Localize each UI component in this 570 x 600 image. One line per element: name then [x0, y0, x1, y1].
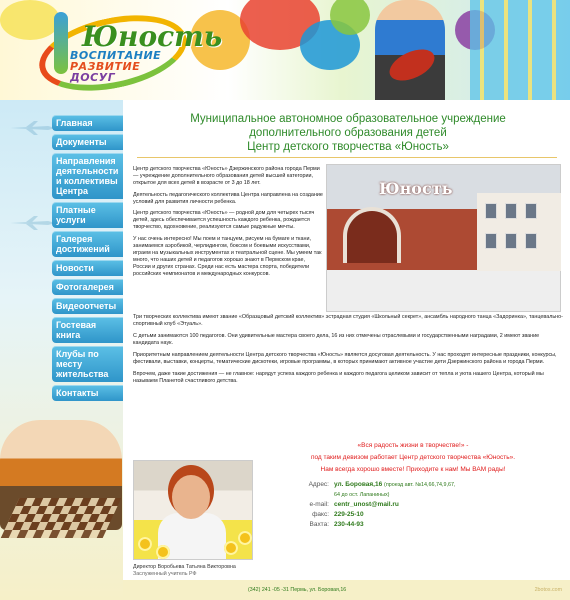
flower-icon [138, 537, 152, 551]
email-link[interactable]: centr_unost@mail.ru [334, 501, 399, 508]
menu-item-paid-services[interactable]: Платные услуги [52, 202, 123, 228]
paint-splash [330, 0, 370, 35]
body-paragraph: Впрочем, даже такие достижения — не главное: нарядут успеха каждого ребенка и каждого педагога целиком зависит от тепла и уюта нашего Центра, который мы называем Планетой счастливого детства. [133, 371, 544, 384]
director-role: Заслуженный учитель РФ [133, 571, 197, 577]
body-text [133, 314, 563, 390]
title-divider [137, 157, 557, 158]
logo-sub-leisure: ДОСУГ [70, 71, 116, 84]
flower-icon [238, 531, 252, 545]
director-name: Воробьева Татьяна Викторовна [157, 564, 236, 570]
menu-item-news[interactable]: Новости [52, 260, 123, 276]
footer-credit-link[interactable]: 2botos.com [534, 587, 562, 593]
building-sign: Юность [379, 179, 453, 198]
menu-item-documents[interactable]: Документы [52, 134, 123, 150]
contact-address-note: 64 до ост. Лапаниных) [334, 492, 390, 498]
menu-item-clubs[interactable]: Клубы по месту жительства [52, 346, 123, 382]
logo-title[interactable]: Юность [82, 20, 223, 53]
intro-text [133, 166, 323, 282]
director-head [172, 475, 210, 519]
guitar-kid-image [375, 0, 445, 100]
director-label: Директор [133, 564, 157, 570]
window [525, 203, 537, 219]
logo-figure-icon [54, 12, 68, 74]
window [485, 233, 497, 249]
menu-item-home[interactable]: Главная [52, 115, 123, 131]
menu-item-contacts[interactable]: Контакты [52, 385, 123, 401]
menu-item-guestbook[interactable]: Гостевая книга [52, 317, 123, 343]
contact-email: e-mail: centr_unost@mail.ru [309, 501, 399, 508]
header-banner [0, 0, 570, 100]
dancers-image [470, 0, 570, 100]
menu-item-directions[interactable]: Направления деятельности и коллективы Центра [52, 153, 123, 199]
intro-paragraph: Деятельность педагогического коллектива Центра направлена на создание условий для развития личности ребенка. [133, 191, 323, 205]
contacts-block [291, 480, 561, 530]
window [505, 233, 517, 249]
intro-paragraph: Центр детского творчества «Юность» — родной дом для четырех тысяч детей, здесь обеспечивается успешность каждого ребенка, рождается творчество, вдохновение, реализуются самые радужные мечты. [133, 210, 315, 230]
flower-icon [156, 545, 170, 559]
logo-sub-upbringing: ВОСПИТАНИЕ [70, 49, 162, 62]
body-paragraph: С детьми занимаются 100 педагогов. Они удивительные мастера своего дела, 16 из них отмечены отраслевыми и государственными наградами, 2 имеют звание кандидата наук. [133, 333, 540, 346]
main-content [123, 100, 570, 600]
chessboard-image [1, 498, 122, 538]
menu-item-video-reports[interactable]: Видеоотчеты [52, 298, 123, 314]
window [485, 203, 497, 219]
footer-address: (342) 241 -05 -31 Пермь, ул. Боровая,16 [248, 587, 347, 593]
slogan: «Вся радость жизни в творчестве!» - под таким девизом работает Центр детского творчества «Юность». Нам всегда хорошо вместе! Приходите к нам! Мы ВАМ рады! [310, 442, 516, 473]
footer [123, 580, 570, 600]
director-caption [133, 564, 255, 578]
contact-watch: Вахта: 230-44-93 [309, 521, 364, 528]
building-wing [477, 193, 561, 271]
body-paragraph: Три творческих коллектива имеют звание «Образцовый детский коллектив» эстрадная студия «Школьный секрет», ансамбль народного танца «Задоринка», танцевально-спортивный клуб «Этуаль». [133, 314, 563, 327]
contact-fax: факс: 229-25-10 [312, 511, 364, 518]
menu-item-photo-gallery[interactable]: Фотогалерея [52, 279, 123, 295]
airplane-icon [8, 120, 58, 136]
intro-paragraph: Центр детского творчества «Юность» Дзержинского района города Перми — учреждение дополнительного образования детей высшей категории, открытое для всех детей в возрасте от 3 до 18 лет. [133, 166, 320, 186]
main-menu [52, 115, 123, 404]
contact-address: Адрес: ул. Боровая,16 (проезд авт. №14,66,74,9,67, [308, 481, 456, 488]
window [525, 233, 537, 249]
airplane-icon [8, 215, 58, 231]
intro-paragraph: У нас очень интересно! Мы поем и танцуем, рисуем на бумаге и ткани, занимаемся аэробикой, черлидингом, боксом и боевыми искусствами, играем на музыкальных инструментах и театральной сцене. Мы умеем так много, что наших детей и педагогов хорошо знают в Пермском крае, России и других странах. Среди нас есть мастера спорта, победители российских чемпионатов и международных конкурсов. [133, 235, 322, 277]
director-photo [133, 460, 253, 560]
building-photo [326, 164, 561, 312]
paint-splash [0, 0, 60, 40]
page-title: Муниципальное автономное образовательное учреждение дополнительного образования детей Центр детского творчества «Юность» [190, 113, 506, 153]
body-paragraph: Приоритетным направлением деятельности Центра детского творчества «Юность» является досуговая деятельность. У нас проходят интересные праздники, конкурсы, фестивали, выставки, концерты, тематические дискотеки, игровые программы, в которых принимают активное участие дети Дзержинского района и города Перми. [133, 352, 557, 365]
logo-sub-development: РАЗВИТИЕ [70, 60, 141, 73]
window [505, 203, 517, 219]
menu-item-achievements[interactable]: Галерея достижений [52, 231, 123, 257]
building-arch [343, 207, 401, 263]
flower-icon [224, 541, 238, 555]
